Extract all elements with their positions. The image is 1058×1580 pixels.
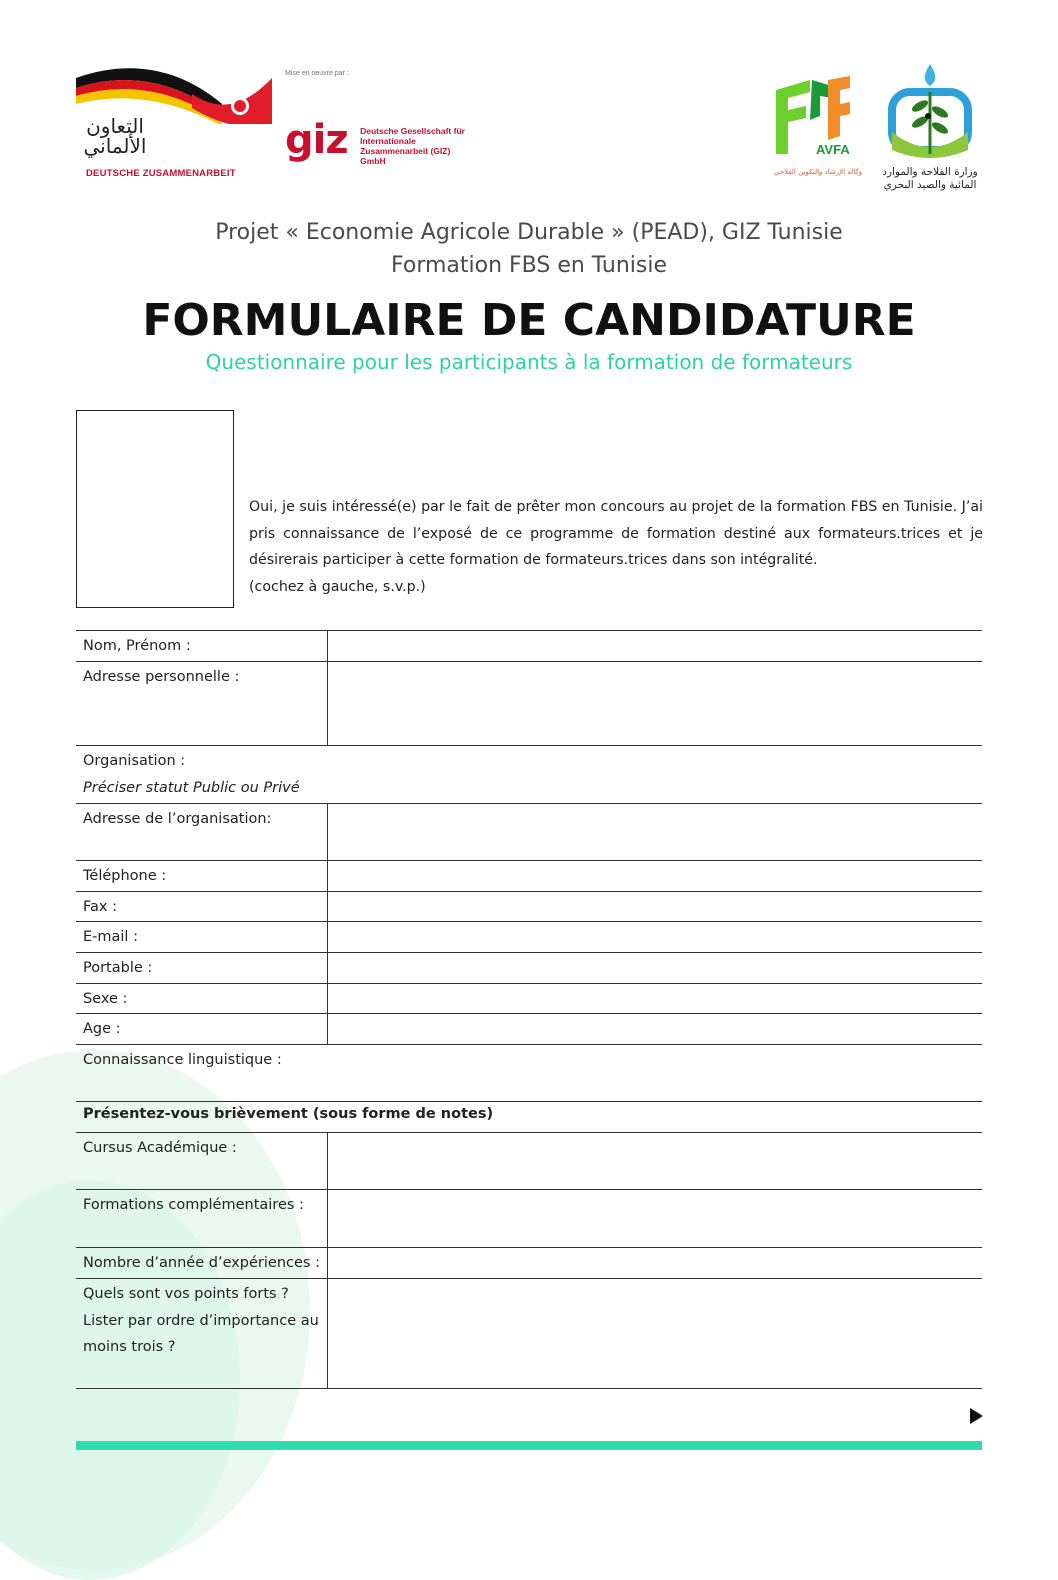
form-row-fax [76,892,982,922]
form-row-adresse-org [76,804,982,861]
label-email: E-mail : [76,922,328,953]
formation-title: Formation FBS en Tunisie [390,253,668,278]
ministry-arabic: وزارة الفلاحة والموارد المائية والصيد البحري [882,166,978,191]
field-points-forts[interactable] [328,1279,983,1389]
field-adresse[interactable] [328,662,983,746]
form-row-organisation [76,746,982,804]
label-points-forts: Quels sont vos points forts ? Lister par ordre d’importance au moins trois ? [76,1279,328,1389]
giz-wordmark: giz [285,117,348,163]
label-adresse: Adresse personnelle : [76,662,328,746]
label-experience: Nombre d’année d’expériences : [76,1248,328,1279]
form-row-nom [76,631,982,662]
de-logo-label: DEUTSCHE ZUSAMMENARBEIT [86,168,236,179]
label-age: Age : [76,1014,328,1045]
form-row-telephone [76,861,982,892]
label-portable: Portable : [76,953,328,984]
project-title: Projet « Economie Agricole Durable » (PEAD), GIZ Tunisie [215,220,843,245]
de-logo-arabic: التعاون الألماني [83,114,147,158]
avfa-label: AVFA [816,142,850,157]
field-formations[interactable] [328,1190,983,1248]
label-cursus: Cursus Académique : [76,1133,328,1190]
label-nom: Nom, Prénom : [76,631,328,662]
field-adresse-org[interactable] [328,804,983,861]
form-row-adresse [76,662,982,746]
interest-note: (cochez à gauche, s.v.p.) [249,578,426,595]
form-row-langues [76,1045,982,1102]
next-page-arrow-icon [970,1408,983,1424]
label-organisation-text: Organisation : [83,753,186,769]
field-fax[interactable] [328,892,983,922]
field-portable[interactable] [328,953,983,984]
form-row-section [76,1102,982,1133]
label-adresse-org: Adresse de l’organisation: [76,804,328,861]
deutsche-zusammenarbeit-logo [72,64,282,184]
field-telephone[interactable] [328,861,983,892]
ministry-emblem-icon [878,62,982,162]
giz-full-name: Deutsche Gesellschaft für Internationale Zusammenarbeit (GIZ) GmbH [360,126,465,166]
label-langues: Connaissance linguistique : [76,1045,328,1102]
field-experience[interactable] [328,1248,983,1279]
field-nom[interactable] [328,631,983,662]
interest-statement [249,494,983,600]
label-sexe: Sexe : [76,984,328,1014]
form-row-experience [76,1248,982,1279]
application-form-table [76,630,982,1389]
interest-checkbox[interactable] [76,410,234,608]
field-sexe[interactable] [328,984,983,1014]
label-telephone: Téléphone : [76,861,328,892]
label-formations: Formations complémentaires : [76,1190,328,1248]
form-row-points-forts [76,1279,982,1389]
interest-text: Oui, je suis intéressé(e) par le fait de prêter mon concours au projet de la formation FBS en Tunisie. J’ai pris connaissance de l’exposé de ce programme de formation destiné aux formateurs.trices et je désirerais participer à cette formation de formateurs.trices dans son intégralité. [249,499,983,568]
form-row-cursus [76,1133,982,1190]
form-row-email [76,922,982,953]
field-age[interactable] [328,1014,983,1045]
label-organisation [76,746,328,804]
field-cursus[interactable] [328,1133,983,1190]
form-main-title: FORMULAIRE DE CANDIDATURE [142,295,916,346]
ministry-logo [878,62,982,196]
field-email[interactable] [328,922,983,953]
form-subtitle: Questionnaire pour les participants à la formation de formateurs [205,350,853,374]
field-organisation[interactable] [328,746,983,804]
section-presentez-vous: Présentez-vous brièvement (sous forme de notes) [76,1102,982,1133]
avfa-logo [770,76,870,186]
title-block [0,216,1058,376]
form-row-formations [76,1190,982,1248]
form-row-age [76,1014,982,1045]
mise-en-oeuvre-label: Mise en oeuvre par : [285,70,349,77]
label-fax: Fax : [76,892,328,922]
label-organisation-hint: Préciser statut Public ou Privé [83,779,300,796]
avfa-arabic: وكالة الإرشاد والتكوين الفلاحي [773,168,863,176]
form-row-sexe [76,984,982,1014]
footer-accent-bar [76,1441,982,1450]
field-langues[interactable] [328,1045,983,1102]
giz-logo [285,118,470,166]
form-row-portable [76,953,982,984]
